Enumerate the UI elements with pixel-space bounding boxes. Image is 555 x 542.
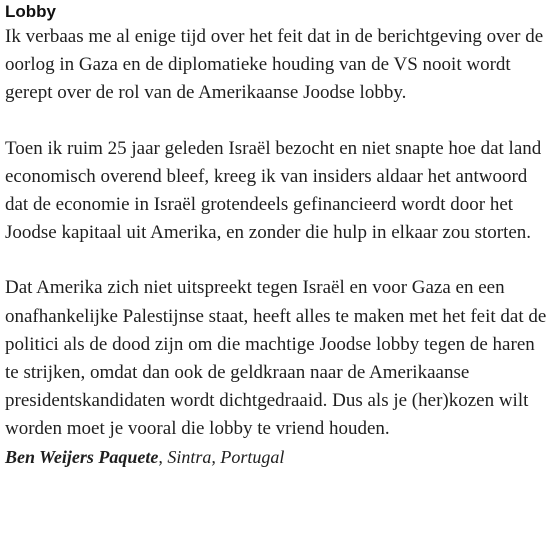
letter-title: Lobby: [5, 2, 56, 21]
letter-paragraph-1: Ik verbaas me al enige tijd over het feit dat in de berichtgeving over de oorlog in Gaza en de diplomatieke houding van de VS nooit wordt gerept over de rol van de Amerikaanse Joodse lobby.: [5, 26, 544, 104]
author-name: Ben Weijers Paquete: [5, 446, 159, 467]
letter-paragraph-3: Dat Amerika zich niet uitspreekt tegen Israël en voor Gaza en een onafhankelijke Palestijnse staat, heeft alles te maken met het feit dat de politici als de dood zijn om die machtige Joodse lobby tegen de haren te strijken, omdat dan ook de geldkraan naar de Amerikaanse presidentskandidaten wordt dichtgedraaid. Dus als je (her)kozen wilt worden moet je vooral die lobby te vriend houden.: [5, 277, 547, 440]
letter-to-editor: [5, 1, 551, 470]
author-location: , Sintra, Portugal: [158, 446, 285, 467]
letter-paragraph-2: Toen ik ruim 25 jaar geleden Israël bezocht en niet snapte hoe dat land economisch overend bleef, kreeg ik van insiders aldaar het antwoord dat de economie in Israël grotendeels gefinancieerd wordt door het Joodse kapitaal uit Amerika, en zonder die hulp in elkaar zou storten.: [5, 137, 542, 244]
letter-signature: [5, 444, 551, 470]
